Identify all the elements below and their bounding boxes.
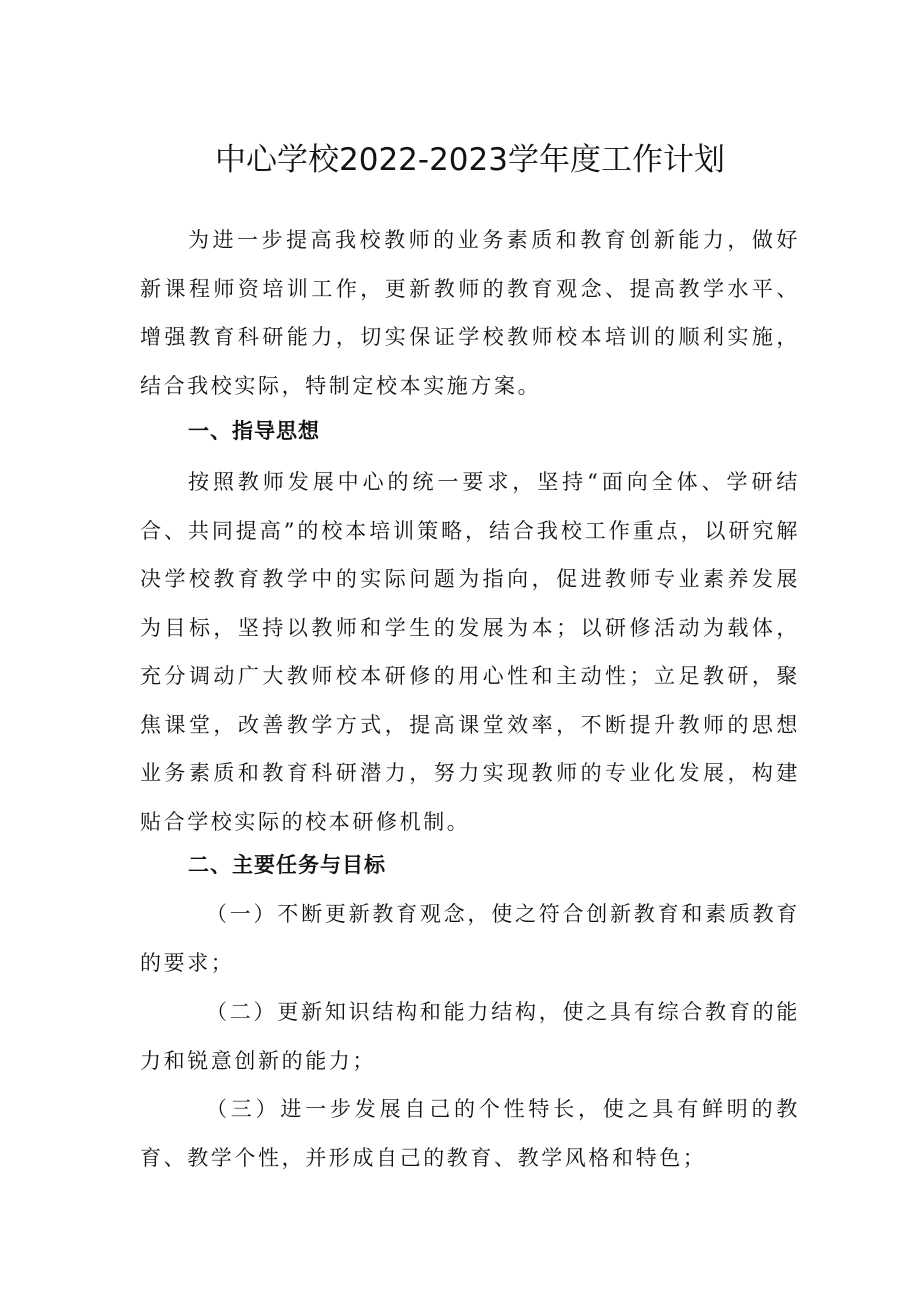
intro-paragraph: 为进一步提高我校教师的业务素质和教育创新能力，做好新课程师资培训工作，更新教师的教育观念、提高教学水平、增强教育科研能力，切实保证学校教师校本培训的顺利实施，结合我校实际，特制定校本实施方案。	[140, 228, 800, 398]
task-item-1: （一）不断更新教育观念，使之符合创新教育和素质教育的要求；	[140, 902, 800, 975]
guiding-ideology-paragraph: 按照教师发展中心的统一要求，坚持“面向全体、学研结合、共同提高”的校本培训策略，结合我校工作重点，以研究解决学校教育教学中的实际问题为指向，促进教师专业素养发展为目标，坚持以教师和学生的发展为本；以研修活动为载体，充分调动广大教师校本研修的用心性和主动性；立足教研，聚焦课堂，改善教学方式，提高课堂效率，不断提升教师的思想业务素质和教育科研潜力，努力实现教师的专业化发展，构建贴合学校实际的校本研修机制。	[140, 470, 800, 834]
section-heading-tasks-goals: 二、主要任务与目标	[188, 853, 386, 877]
section-heading-guiding-ideology: 一、指导思想	[188, 419, 320, 443]
task-item-2: （二）更新知识结构和能力结构，使之具有综合教育的能力和锐意创新的能力；	[140, 1000, 800, 1073]
document-title: 中心学校2022-2023学年度工作计划	[215, 142, 725, 178]
task-item-3: （三）进一步发展自己的个性特长，使之具有鲜明的教育、教学个性，并形成自己的教育、教学风格和特色；	[140, 1097, 800, 1170]
